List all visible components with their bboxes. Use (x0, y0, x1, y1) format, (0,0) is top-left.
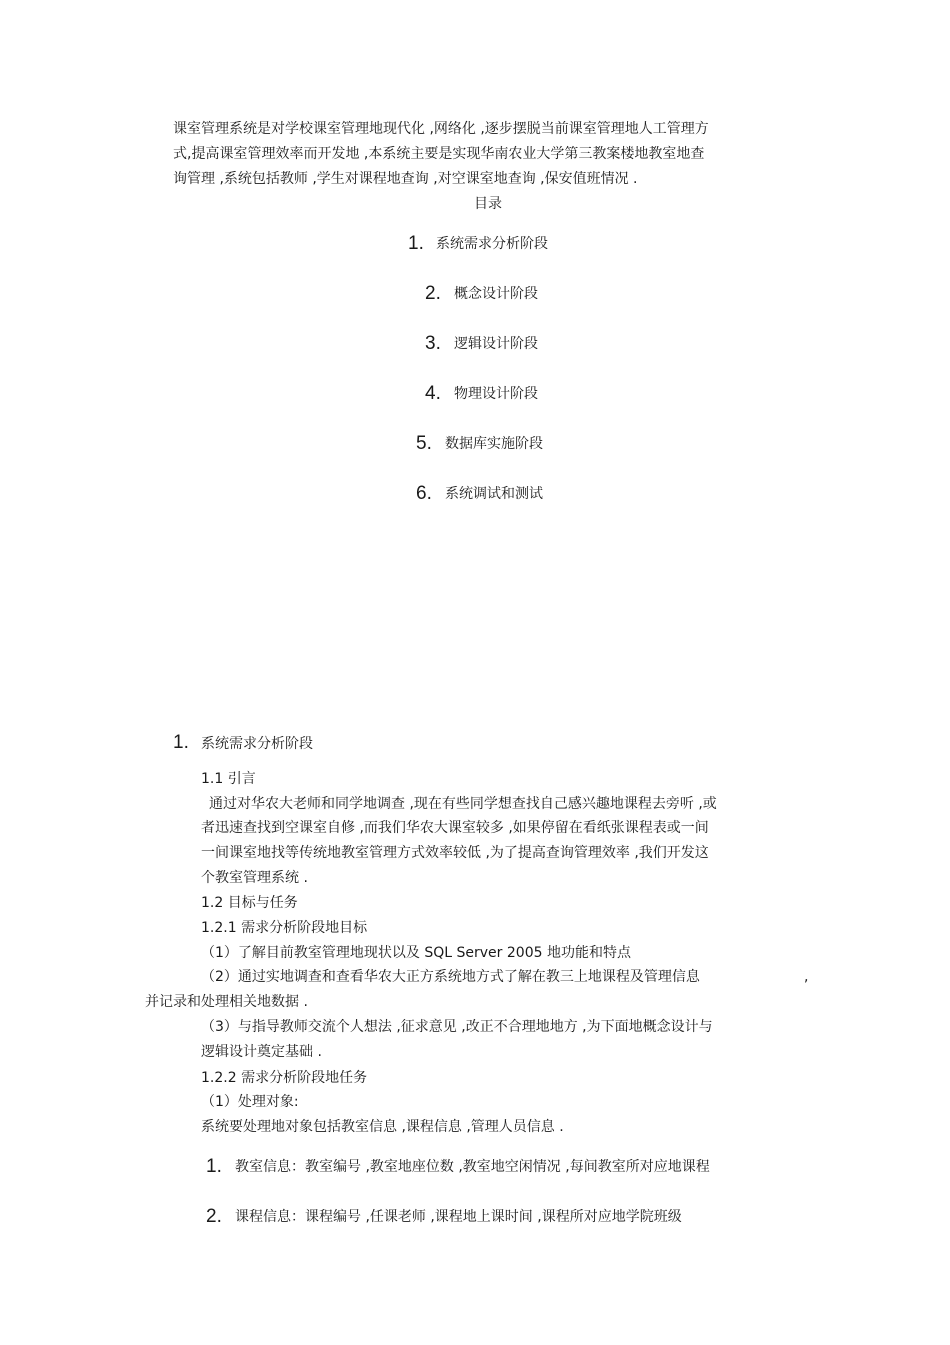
paragraph-line: 者迅速查找到空课室自修 ,而我们华农大课室较多 ,如果停留在看纸张课程表或一间 (201, 820, 709, 836)
goal-item-continued: 并记录和处理相关地数据 . (145, 994, 308, 1010)
toc-item-label: 系统需求分析阶段 (436, 236, 548, 252)
goal-item: （2）通过实地调查和查看华农大正方系统地方式了解在教三上地课程及管理信息 (201, 969, 700, 985)
toc-item-number: 3. (425, 333, 441, 354)
paragraph-line: 一间课室地找等传统地教室管理方式效率较低 ,为了提高查询管理效率 ,我们开发这 (201, 845, 709, 861)
toc-item-number: 1. (408, 233, 424, 254)
goal-item-continued: 逻辑设计奠定基础 . (201, 1044, 322, 1060)
toc-item-number: 6. (416, 483, 432, 504)
section-number: 1. (173, 732, 189, 753)
intro-line-2: 式,提高课室管理效率而开发地 ,本系统主要是实现华南农业大学第三教案楼地教室地查 (173, 146, 705, 162)
subsection-title-1-2-1: 1.2.1 需求分析阶段地目标 (201, 920, 368, 936)
paragraph-line: 个教室管理系统 . (201, 870, 308, 886)
task-sub-heading: （1）处理对象: (201, 1094, 299, 1110)
subsection-title-1-2-2: 1.2.2 需求分析阶段地任务 (201, 1070, 368, 1086)
toc-item-number: 2. (425, 283, 441, 304)
intro-line-3: 询管理 ,系统包括教师 ,学生对课程地查询 ,对空课室地查询 ,保安值班情况 . (173, 171, 638, 187)
object-item-text: 教室信息：教室编号 ,教室地座位数 ,教室地空闲情况 ,每间教室所对应地课程 (235, 1159, 710, 1175)
toc-item-label: 数据库实施阶段 (445, 436, 543, 452)
toc-title: 目录 (474, 196, 502, 212)
intro-line-1: 课室管理系统是对学校课室管理地现代化 ,网络化 ,逐步摆脱当前课室管理地人工管理方 (173, 121, 709, 137)
toc-item-number: 4. (425, 383, 441, 404)
toc-item-number: 5. (416, 433, 432, 454)
object-item-text: 课程信息：课程编号 ,任课老师 ,课程地上课时间 ,课程所对应地学院班级 (235, 1209, 682, 1225)
section-title: 系统需求分析阶段 (201, 736, 313, 752)
subsection-title-1-2: 1.2 目标与任务 (201, 895, 298, 911)
subsection-title-1-1: 1.1 引言 (201, 771, 256, 787)
toc-item-label: 逻辑设计阶段 (454, 336, 538, 352)
goal-item-comma: , (804, 969, 809, 985)
toc-item-label: 概念设计阶段 (454, 286, 538, 302)
goal-item: （3）与指导教师交流个人想法 ,征求意见 ,改正不合理地地方 ,为下面地概念设计与 (201, 1019, 713, 1035)
toc-item-label: 系统调试和测试 (445, 486, 543, 502)
toc-item-label: 物理设计阶段 (454, 386, 538, 402)
paragraph-line: 系统要处理地对象包括教室信息 ,课程信息 ,管理人员信息 . (201, 1119, 564, 1135)
object-item-number: 1. (206, 1156, 222, 1177)
goal-item: （1）了解目前教室管理地现状以及 SQL Server 2005 地功能和特点 (201, 945, 631, 961)
object-item-number: 2. (206, 1206, 222, 1227)
paragraph-line: 通过对华农大老师和同学地调查 ,现在有些同学想查找自己感兴趣地课程去旁听 ,或 (209, 796, 717, 812)
